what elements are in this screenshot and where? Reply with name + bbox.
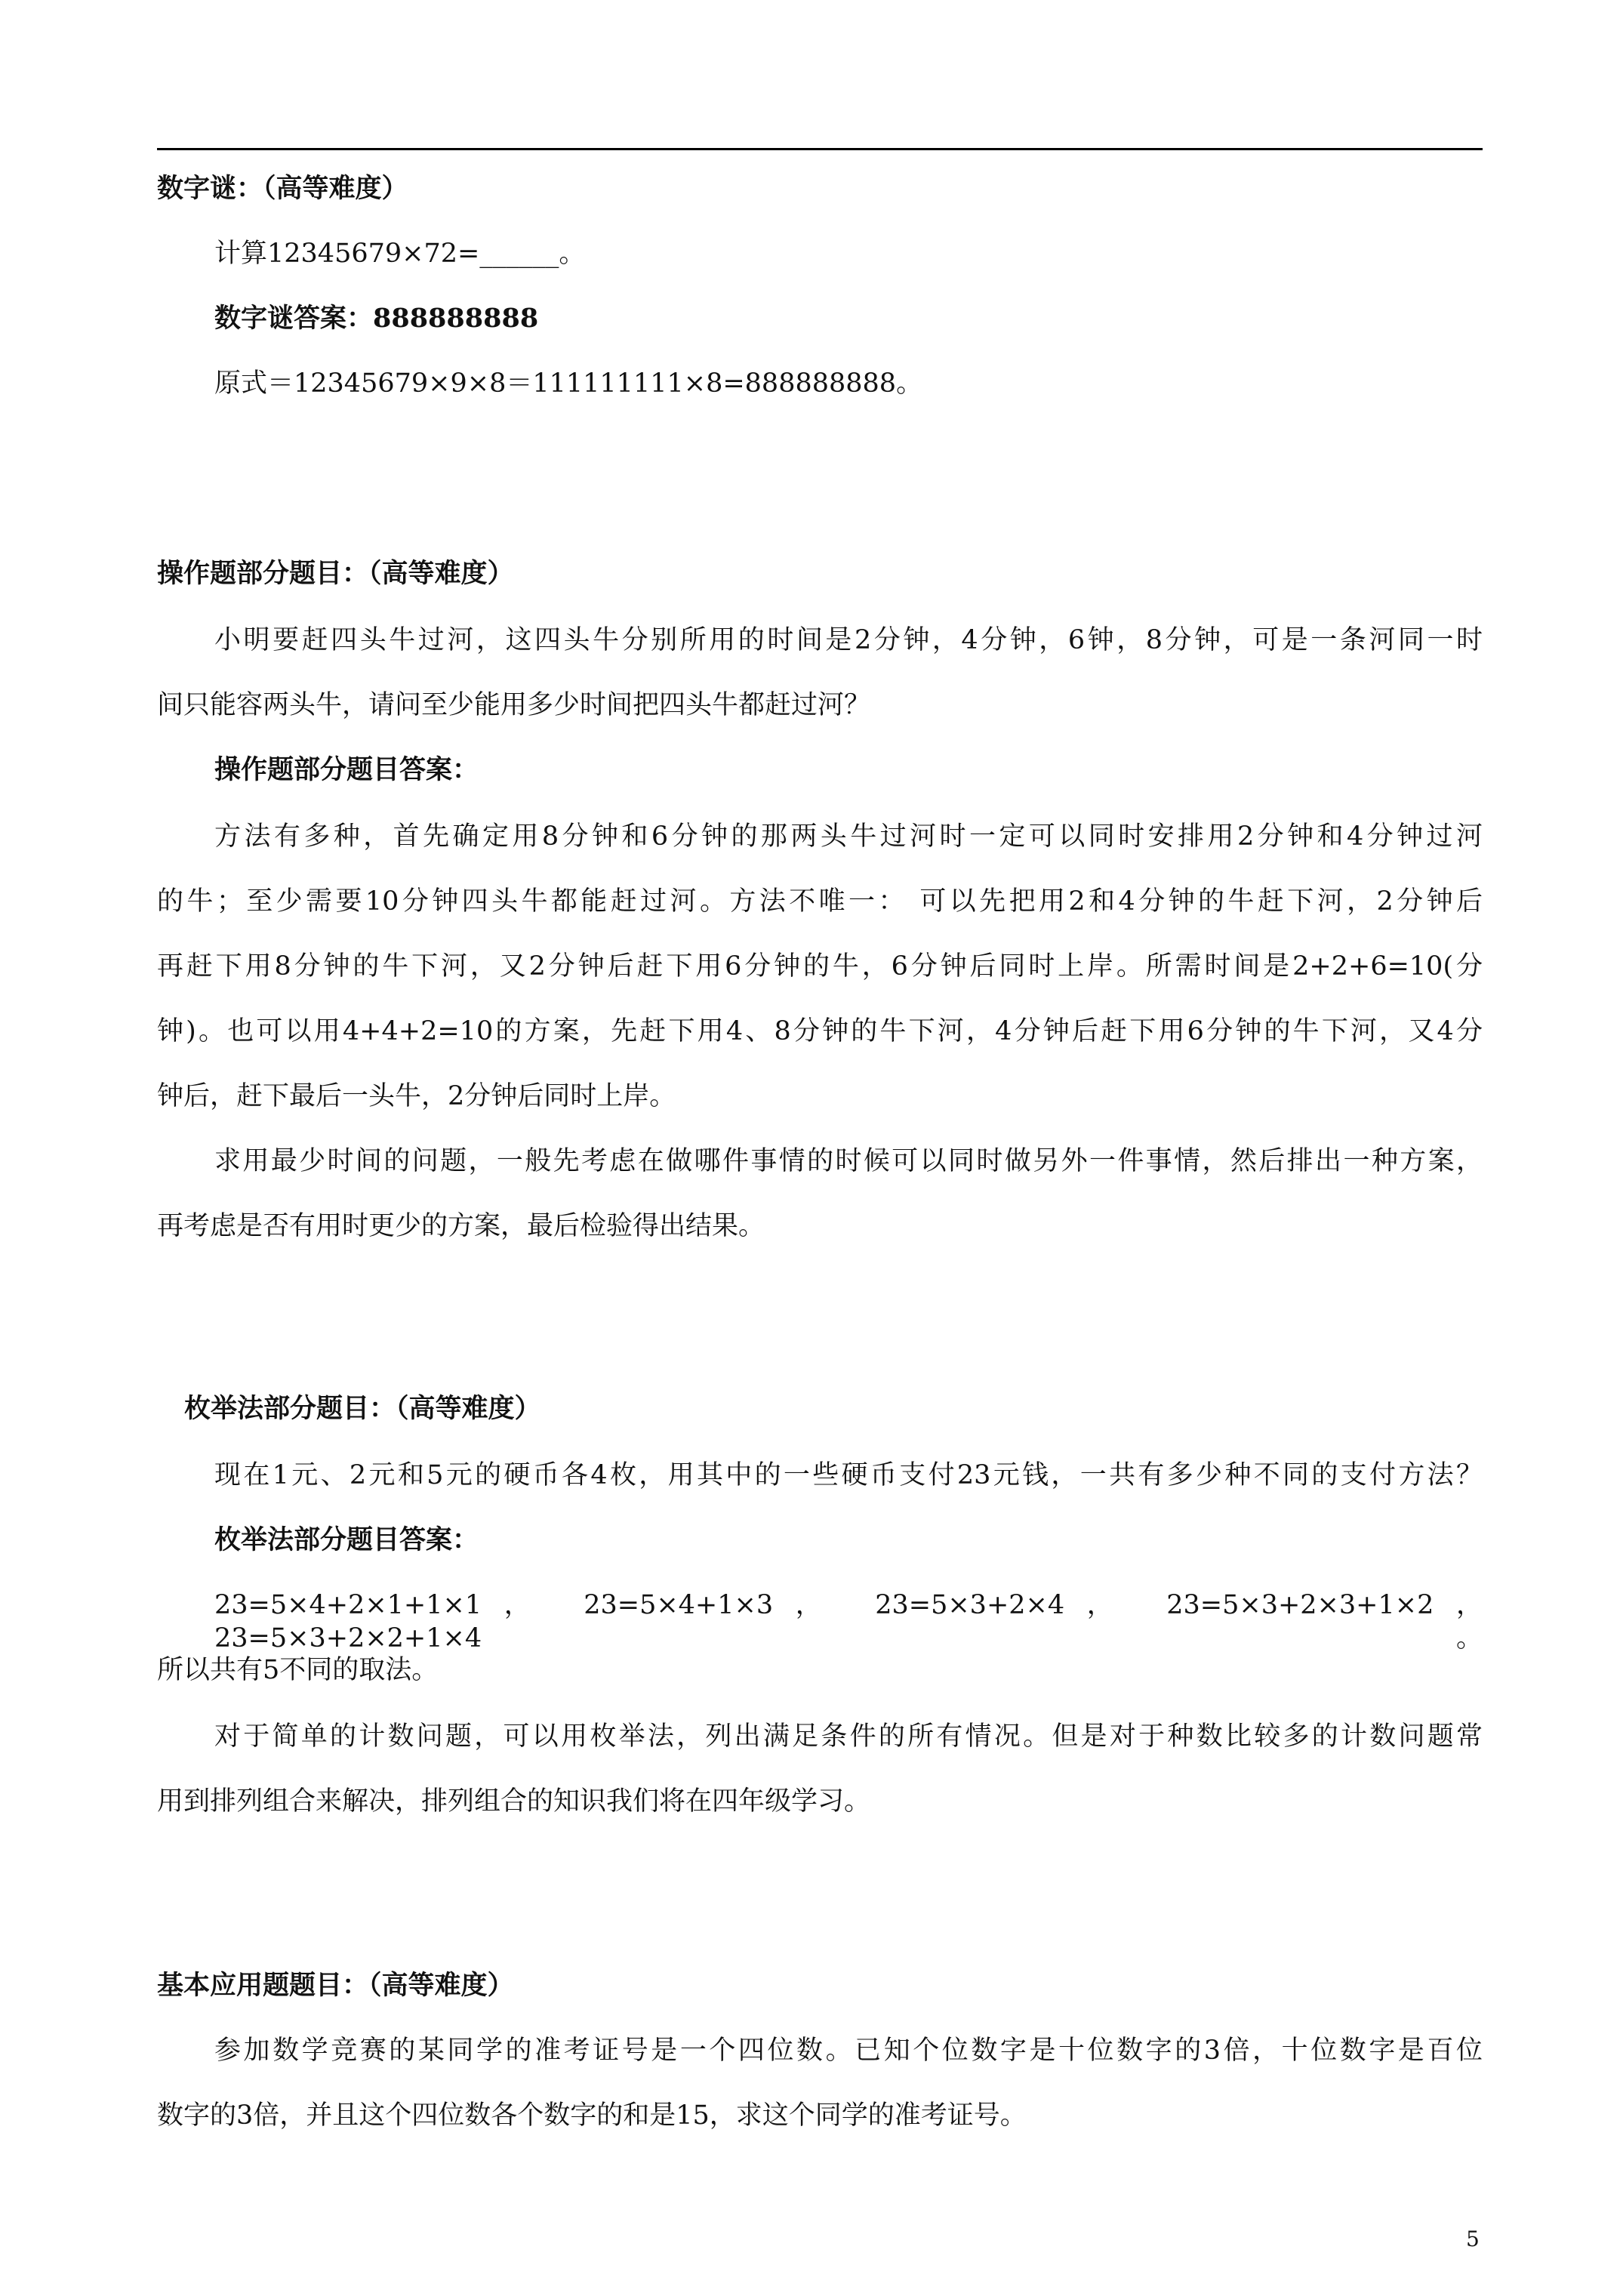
answer-label: 操作题部分题目答案： — [214, 754, 479, 785]
answer-explanation: 原式＝12345679×9×8＝111111111×8=888888888。 — [214, 368, 923, 399]
question-text: 现在1元、2元和5元的硬币各4枚，用其中的一些硬币支付23元钱，一共有多少种不同的支付方法？ — [214, 1460, 1483, 1490]
question-text: 参加数学竞赛的某同学的准考证号是一个四位数。已知个位数字是十位数字的3倍，十位数字是百位 — [214, 2036, 1483, 2066]
note-text: 对于简单的计数问题，可以用枚举法，列出满足条件的所有情况。但是对于种数比较多的计数问题常 — [214, 1721, 1483, 1752]
answer-text: 钟后，赶下最后一头牛，2分钟后同时上岸。 — [157, 1081, 676, 1111]
note-text: 再考虑是否有用时更少的方案，最后检验得出结果。 — [157, 1211, 765, 1241]
answer-label: 数字谜答案：888888888 — [214, 303, 539, 334]
section-title-enumeration: 枚举法部分题目：（高等难度） — [184, 1393, 541, 1424]
question-text: 数字的3倍，并且这个四位数各个数字的和是15，求这个同学的准考证号。 — [157, 2100, 1027, 2131]
header-rule — [157, 148, 1483, 150]
answer-text: 再赶下用8分钟的牛下河，又2分钟后赶下用6分钟的牛，6分钟后同时上岸。所需时间是2+2+6=10(分 — [157, 951, 1483, 982]
answer-text: 23=5×4+2×1+1×1， 23=5×4+1×3， 23=5×3+2×4， 23=5×3+2×3+1×2， 23=5×3+2×2+1×4。 — [214, 1590, 1483, 1653]
question-text: 计算12345679×72=______。 — [214, 239, 586, 269]
note-text: 求用最少时间的问题，一般先考虑在做哪件事情的时候可以同时做另外一件事情，然后排出一种方案， — [214, 1146, 1483, 1176]
answer-text: 钟)。也可以用4+4+2=10的方案，先赶下用4、8分钟的牛下河，4分钟后赶下用6分钟的牛下河，又4分 — [157, 1016, 1483, 1046]
question-text: 间只能容两头牛，请问至少能用多少时间把四头牛都赶过河？ — [157, 690, 871, 720]
answer-text: 所以共有5不同的取法。 — [157, 1655, 439, 1685]
answer-label: 枚举法部分题目答案： — [214, 1524, 479, 1555]
section-title-operation: 操作题部分题目：（高等难度） — [157, 558, 514, 589]
answer-text: 的牛；至少需要10分钟四头牛都能赶过河。方法不唯一： 可以先把用2和4分钟的牛赶下河，2分钟后 — [157, 886, 1483, 917]
question-text: 小明要赶四头牛过河，这四头牛分别所用的时间是2分钟，4分钟，6钟，8分钟，可是一条河同一时 — [214, 625, 1483, 655]
section-title-number-puzzle: 数字谜：（高等难度） — [157, 173, 408, 204]
page-number: 5 — [1466, 2227, 1480, 2251]
answer-text: 方法有多种，首先确定用8分钟和6分钟的那两头牛过河时一定可以同时安排用2分钟和4分钟过河 — [214, 821, 1483, 852]
section-title-basic-application: 基本应用题题目：（高等难度） — [157, 1970, 514, 2001]
note-text: 用到排列组合来解决，排列组合的知识我们将在四年级学习。 — [157, 1786, 871, 1817]
